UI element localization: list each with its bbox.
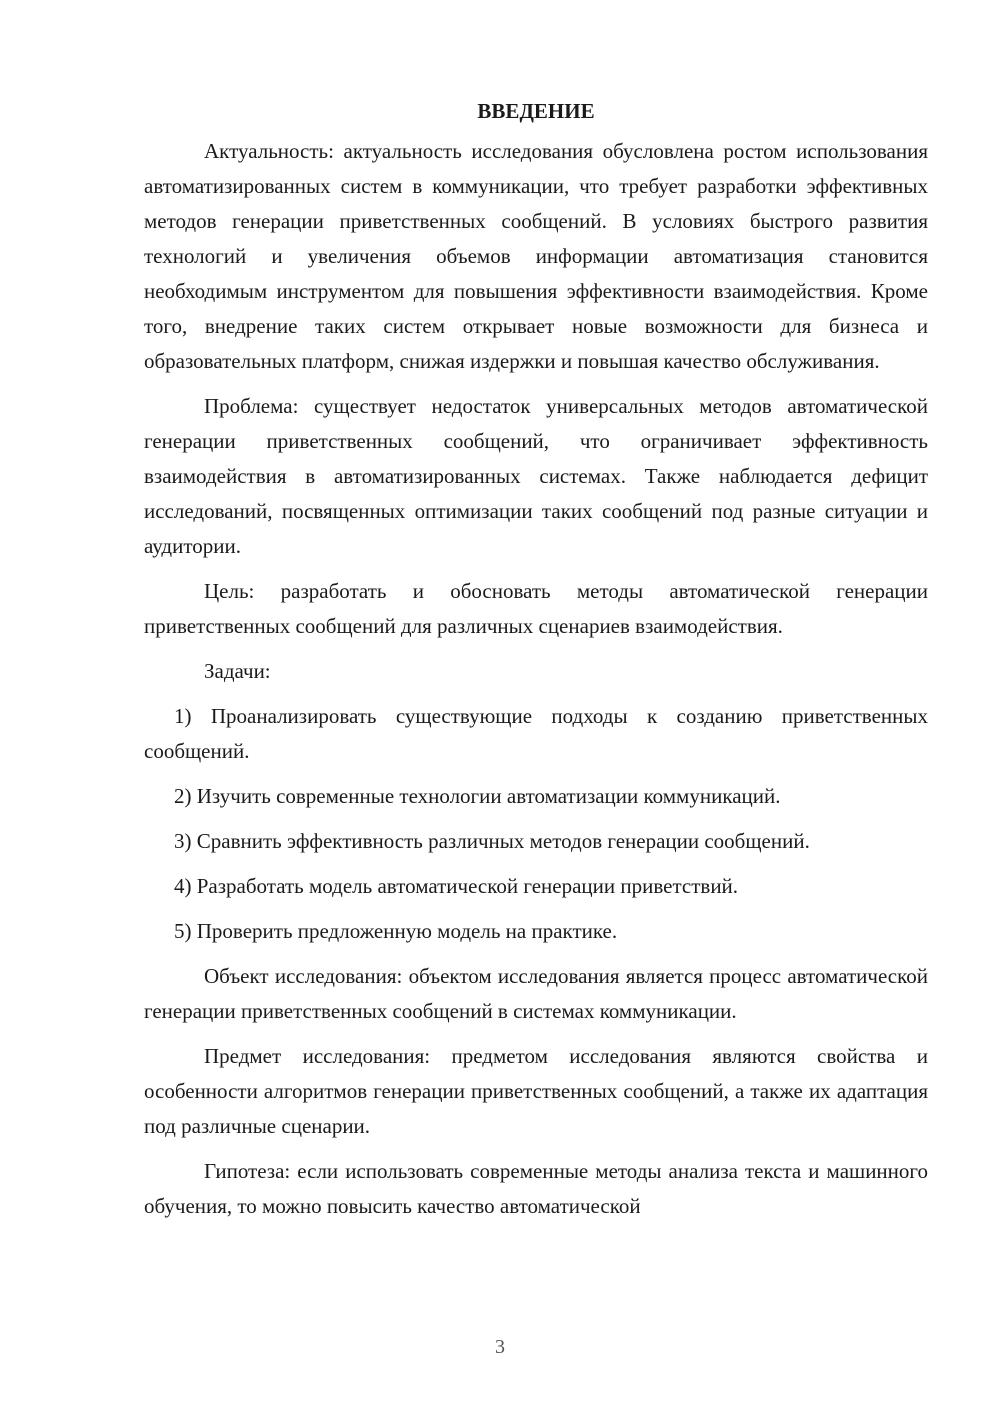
task-item-3: 3) Сравнить эффективность различных методов генерации сообщений. — [174, 829, 810, 853]
paragraph-hypothesis: Гипотеза: если использовать современные методы анализа текста и машинного обучения, то можно повысить качество автоматической — [144, 1159, 928, 1218]
tasks-heading: Задачи: — [204, 659, 271, 683]
paragraph-goal: Цель: разработать и обосновать методы автоматической генерации приветственных сообщений для различных сценариев взаимодействия. — [144, 579, 928, 638]
paragraph-problem: Проблема: существует недостаток универсальных методов автоматической генерации приветственных сообщений, что ограничивает эффективность взаимодействия в автоматизированных системах. Также наблюдается дефицит исследований, посвященных оптимизации таких сообщений под разные ситуации и аудитории. — [144, 394, 928, 558]
page-number: 3 — [495, 1336, 505, 1358]
task-item-2: 2) Изучить современные технологии автоматизации коммуникаций. — [174, 784, 781, 808]
paragraph-subject: Предмет исследования: предметом исследования являются свойства и особенности алгоритмов генерации приветственных сообщений, а также их адаптация под различные сценарии. — [144, 1044, 928, 1138]
task-item-4: 4) Разработать модель автоматической генерации приветствий. — [174, 874, 739, 898]
document-page — [144, 96, 928, 1234]
section-title: ВВЕДЕНИЕ — [477, 99, 595, 123]
task-item-5: 5) Проверить предложенную модель на практике. — [174, 919, 618, 943]
task-item-1: 1) Проанализировать существующие подходы к созданию приветственных сообщений. — [144, 704, 928, 763]
paragraph-object: Объект исследования: объектом исследования является процесс автоматической генерации приветственных сообщений в системах коммуникации. — [144, 964, 928, 1023]
paragraph-relevance: Актуальность: актуальность исследования обусловлена ростом использования автоматизированных систем в коммуникации, что требует разработки эффективных методов генерации приветственных сообщений. В условиях быстрого развития технологий и увеличения объемов информации автоматизация становится необходимым инструментом для повышения эффективности взаимодействия. Кроме того, внедрение таких систем открывает новые возможности для бизнеса и образовательных платформ, снижая издержки и повышая качество обслуживания. — [144, 139, 928, 373]
